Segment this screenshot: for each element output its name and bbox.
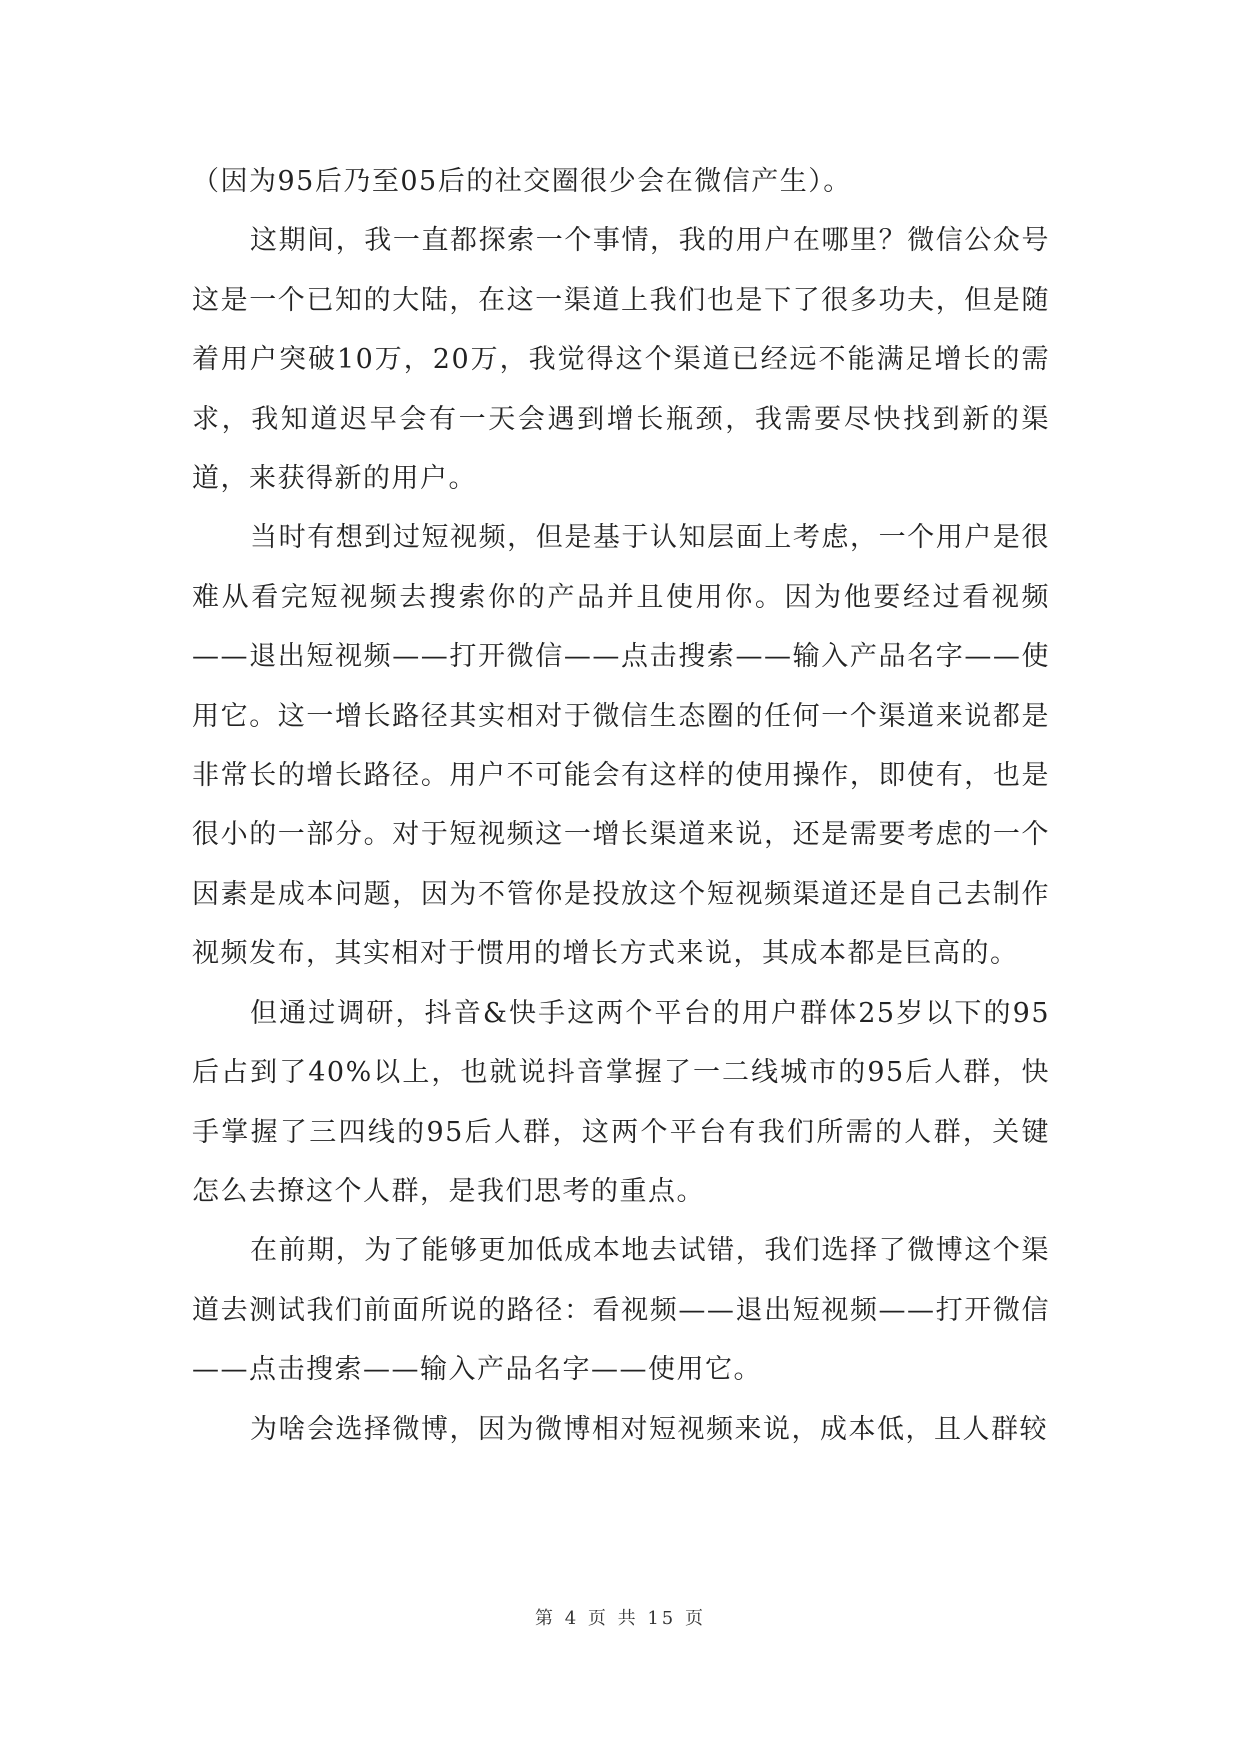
paragraph: 当时有想到过短视频，但是基于认知层面上考虑，一个用户是很难从看完短视频去搜索你的产品并且使用你。因为他要经过看视频——退出短视频——打开微信——点击搜索——输入产品名字——使用它。这一增长路径其实相对于微信生态圈的任何一个渠道来说都是非常长的增长路径。用户不可能会有这样的使用操作，即使有，也是很小的一部分。对于短视频这一增长渠道来说，还是需要考虑的一个因素是成本问题，因为不管你是投放这个短视频渠道还是自己去制作视频发布，其实相对于惯用的增长方式来说，其成本都是巨高的。 bbox=[192, 522, 1050, 970]
paragraph: 这期间，我一直都探索一个事情，我的用户在哪里？微信公众号这是一个已知的大陆，在这一渠道上我们也是下了很多功夫，但是随着用户突破10万，20万，我觉得这个渠道已经远不能满足增长的需求，我知道迟早会有一天会遇到增长瓶颈，我需要尽快找到新的渠道，来获得新的用户。 bbox=[192, 225, 1050, 495]
document-body bbox=[192, 152, 1050, 1459]
paragraph-continuation: （因为95后乃至05后的社交圈很少会在微信产生）。 bbox=[192, 166, 852, 197]
paragraph: 为啥会选择微博，因为微博相对短视频来说，成本低，且人群较 bbox=[250, 1413, 1048, 1445]
paragraph: 但通过调研，抖音&快手这两个平台的用户群体25岁以下的95后占到了40%以上，也就说抖音掌握了一二线城市的95后人群，快手掌握了三四线的95后人群，这两个平台有我们所需的人群，关键怎么去撩这个人群，是我们思考的重点。 bbox=[192, 997, 1050, 1207]
paragraph: 在前期，为了能够更加低成本地去试错，我们选择了微博这个渠道去测试我们前面所说的路径：看视频——退出短视频——打开微信——点击搜索——输入产品名字——使用它。 bbox=[192, 1235, 1050, 1386]
page-number-footer: 第 4 页 共 15 页 bbox=[535, 1608, 706, 1629]
